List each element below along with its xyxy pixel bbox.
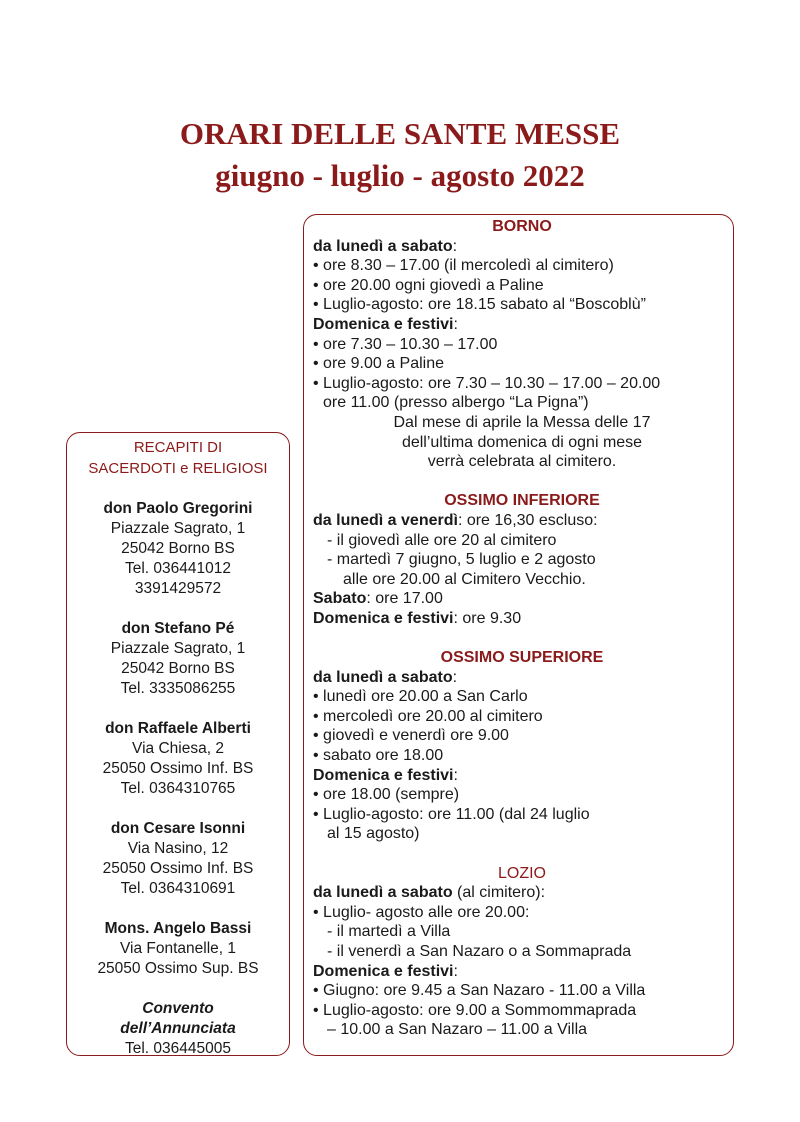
lozio-holiday-heading: Domenica e festivi: [313,962,458,980]
contact-address: Via Fontanelle, 1 [119,940,237,957]
section-title-ossimo-superiore: OSSIMO SUPERIORE [440,649,604,667]
convent-card [66,999,290,1059]
lozio-weekday-label: da lunedì a sabato [313,884,453,902]
list-item: - il giovedì alle ore 20 al cimitero [327,531,557,549]
section-title-borno: BORNO [492,218,552,235]
schedule-panel [313,217,731,1040]
convent-phone: Tel. 036445005 [124,1040,231,1057]
borno-note: dell’ultima domenica di ogni mese [401,433,643,451]
convent-name-1: Convento [142,1000,214,1017]
ossimo-inf-saturday-label: Sabato [313,590,367,608]
contact-phone: Tel. 036441012 [124,560,231,577]
contact-name: Mons. Angelo Bassi [104,920,252,937]
ossimo-inf-weekday-label: da lunedì a venerdì [313,511,458,529]
contact-address: Piazzale Sagrato, 1 [110,640,246,657]
list-item: • Luglio- agosto alle ore 20.00: [313,903,530,921]
contact-address: Piazzale Sagrato, 1 [110,520,246,537]
list-item: • Luglio-agosto: ore 11.00 (dal 24 luglio [313,805,590,823]
borno-note: Dal mese di aprile la Messa delle 17 [393,413,651,431]
list-item: - il venerdì a San Nazaro o a Sommaprada [327,942,632,960]
section-title-ossimo-inferiore: OSSIMO INFERIORE [444,492,600,510]
list-item: • ore 9.00 a Paline [313,355,445,373]
ossimo-inf-saturday-text: : ore 17.00 [366,590,443,608]
list-item: • Luglio-agosto: ore 9.00 a Sommommaprada [313,1001,637,1019]
list-item: - martedì 7 giugno, 5 luglio e 2 agosto [327,551,596,569]
ossimo-inf-weekday [313,511,731,531]
contact-address: Via Chiesa, 2 [132,740,224,757]
list-item: • ore 8.30 – 17.00 (il mercoledì al cimitero) [313,257,614,275]
ossimo-sup-weekday-heading: da lunedì a sabato: [313,668,458,686]
list-item-continued: – 10.00 a San Nazaro – 11.00 a Villa [327,1021,588,1039]
list-item: • mercoledì ore 20.00 al cimitero [313,707,543,725]
list-item: • lunedì ore 20.00 a San Carlo [313,688,528,706]
contact-name: don Paolo Gregorini [103,500,253,517]
contact-city: 25050 Ossimo Sup. BS [97,960,259,977]
contact-mobile: 3391429572 [134,580,222,597]
contact-city: 25042 Borno BS [121,540,235,557]
contact-city: 25042 Borno BS [121,660,235,677]
contact-card [66,499,290,599]
list-item: • ore 18.00 (sempre) [313,786,460,804]
ossimo-inf-holiday-label: Domenica e festivi [313,609,454,627]
list-item: • Giugno: ore 9.45 a San Nazaro - 11.00 a Villa [313,982,646,1000]
lozio-holiday-label: Domenica e festivi [313,962,454,980]
borno-weekday-heading: da lunedì a sabato: [313,237,458,255]
page-title: ORARI DELLE SANTE MESSE [179,116,621,151]
list-item-continued: al 15 agosto) [327,825,420,843]
contact-card [66,819,290,899]
contact-city: 25050 Ossimo Inf. BS [102,860,254,877]
ossimo-inf-saturday [313,589,731,609]
list-item: • giovedì e venerdì ore 9.00 [313,727,509,745]
list-item-continued: ore 11.00 (presso albergo “La Pigna”) [323,394,589,412]
contact-phone: Tel. 0364310691 [120,880,236,897]
contact-address: Via Nasino, 12 [127,840,229,857]
list-item: • Luglio-agosto: ore 7.30 – 10.30 – 17.00 – 20.00 [313,374,661,392]
ossimo-sup-holiday-heading: Domenica e festivi: [313,766,458,784]
contact-card [66,619,290,699]
list-item-continued: alle ore 20.00 al Cimitero Vecchio. [343,570,586,588]
section-title-lozio: LOZIO [497,864,546,882]
ossimo-inf-holiday-text: : ore 9.30 [453,609,522,627]
borno-note: verrà celebrata al cimitero. [427,453,617,471]
contacts-heading-2: SACERDOTI e RELIGIOSI [88,460,268,477]
lozio-weekday [313,883,731,903]
contact-card [66,719,290,799]
borno-holiday-heading: Domenica e festivi: [313,315,458,333]
contact-name: don Raffaele Alberti [105,720,251,737]
page-subtitle: giugno - luglio - agosto 2022 [215,158,585,193]
contact-card [66,919,290,979]
contacts-panel [66,437,290,1059]
list-item: • Luglio-agosto: ore 18.15 sabato al “Boscoblù” [313,296,646,314]
contact-name: don Stefano Pé [121,620,235,637]
list-item: - il martedì a Villa [327,923,451,941]
borno-holiday-label: Domenica e festivi [313,315,454,333]
contact-phone: Tel. 0364310765 [120,780,236,797]
ossimo-inf-holiday [313,609,731,629]
contacts-heading-1: RECAPITI DI [133,439,223,456]
convent-name-2: dell’Annunciata [120,1020,236,1037]
ossimo-inf-weekday-text: : ore 16,30 escluso: [457,511,598,529]
contact-phone: Tel. 3335086255 [120,680,236,697]
ossimo-sup-holiday-label: Domenica e festivi [313,766,454,784]
contact-name: don Cesare Isonni [110,820,246,837]
ossimo-sup-weekday-label: da lunedì a sabato [313,668,453,686]
lozio-weekday-text: (al cimitero): [452,884,546,902]
list-item: • ore 7.30 – 10.30 – 17.00 [313,335,498,353]
list-item: • ore 20.00 ogni giovedì a Paline [313,276,544,294]
contact-city: 25050 Ossimo Inf. BS [102,760,254,777]
borno-weekday-label: da lunedì a sabato [313,237,453,255]
list-item: • sabato ore 18.00 [313,747,444,765]
